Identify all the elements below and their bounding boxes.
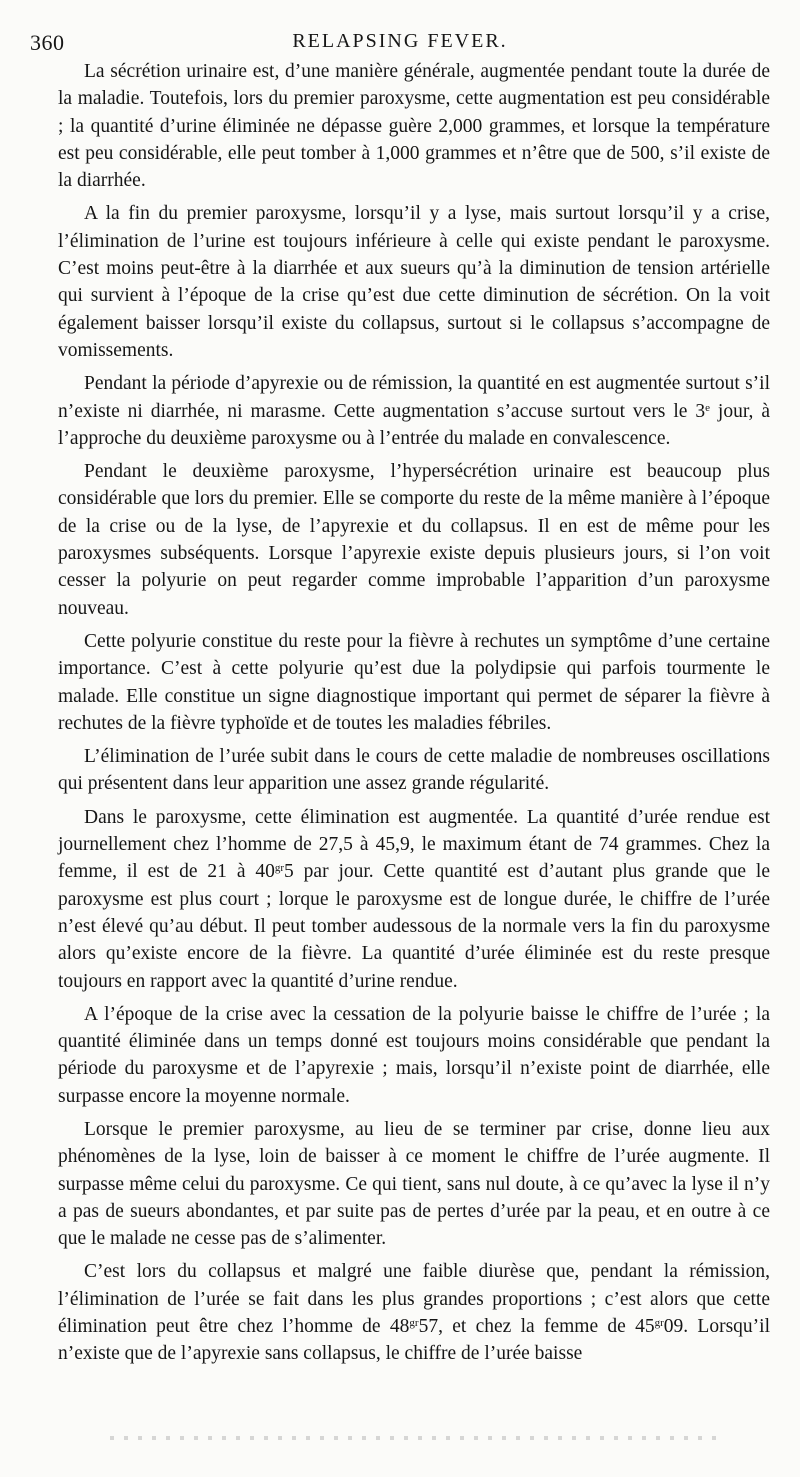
paragraph-text: A l’époque de la crise avec la cessation de la polyurie baisse le chiffre de l’urée ; la quantité éliminée dans un temps donné est toujours moins considérable que pendant la période du paroxysme et de l’apyrexie ; mais, lorsqu’il n’existe point de diarrhée, elle surpasse encore la moyenne normale.	[58, 1003, 770, 1107]
paragraph-text: Pendant la période d’apyrexie ou de rémission, la quantité en est augmentée surtout s’il n’existe ni diarrhée, ni marasme. Cette augmentation s’accuse surtout vers le 3	[58, 373, 770, 422]
superscript: gr	[274, 862, 285, 875]
superscript: gr	[654, 1317, 664, 1330]
page-header	[30, 30, 770, 60]
paragraph	[58, 1116, 770, 1252]
paragraph	[58, 458, 770, 622]
body-text	[58, 58, 770, 1374]
paragraph-text: jour, à l’approche du deuxième paroxysme ou à l’entrée du malade en convalescence.	[58, 400, 771, 449]
paragraph	[58, 1258, 770, 1367]
paragraph	[58, 743, 770, 798]
paragraph-text: Pendant le deuxième paroxysme, l’hypersécrétion urinaire est beaucoup plus considérable que lors du premier. Elle se comporte du reste de la même manière à l’époque de la crise ou de la lyse, de l’apyrexie et du collapsus. Il en est de même pour les paroxysmes subséquents. Lorsque l’apyrexie existe depuis plusieurs jours, si l’on voit cesser la polyurie on peut regarder comme improbable l’apparition d’un paroxysme nouveau.	[58, 461, 770, 619]
paragraph	[58, 370, 770, 452]
superscript: gr	[409, 1317, 419, 1330]
paragraph-text: 5 par jour. Cette quantité est d’autant plus grande que le paroxysme est plus court ; lorque le paroxysme est de longue durée, le chiffre de l’urée n’est élevé qu’au début. Il peut tomber audessous de la normale vers la fin du paroxysme alors qu’existe encore de la fièvre. La quantité d’urée éliminée est du reste presque toujours en rapport avec la quantité d’urine rendue.	[58, 861, 770, 992]
paragraph	[58, 58, 770, 194]
page-number: 360	[30, 30, 65, 55]
paragraph	[58, 628, 770, 737]
superscript: e	[705, 401, 710, 414]
paragraph-text: A la fin du premier paroxysme, lorsqu’il y a lyse, mais surtout lorsqu’il y a crise, l’élimination de l’urine est toujours inférieure à celle qui existe pendant le paroxysme. C’est moins peut-être à la diarrhée et aux sueurs qu’à la diminution de tension artérielle qui survient à l’époque de la crise qu’est due cette diminution de sécrétion. On la voit également baisser lorsqu’il existe du collapsus, surtout si le collapsus s’accompagne de vomissements.	[58, 203, 770, 361]
paragraph-text: C’est lors du collapsus et malgré une faible diurèse que, pendant la rémission, l’élimination de l’urée se fait dans les plus grandes proportions ; c’est alors que cette élimination peut être chez l’homme de 48	[58, 1261, 770, 1338]
paragraph-text: Cette polyurie constitue du reste pour la fièvre à rechutes un symptôme d’une certaine importance. C’est à cette polyurie qu’est due la polydipsie qui parfois tourmente le malade. Elle constitue un signe diagnostique important qui permet de séparer la fièvre à rechutes de la fièvre typhoïde et de toutes les maladies fébriles.	[58, 630, 770, 734]
paragraph	[58, 804, 770, 995]
paragraph-text: L’élimination de l’urée subit dans le cours de cette maladie de nombreuses oscillations qui présentent dans leur apparition une assez grande régularité.	[58, 746, 770, 795]
paragraph-text: 09. Lorsqu’il n’existe que de l’apyrexie sans collapsus, le chiffre de l’urée baisse	[58, 1316, 771, 1365]
paragraph-text: Lorsque le premier paroxysme, au lieu de se terminer par crise, donne lieu aux phénomènes de la lyse, loin de baisser à ce moment le chiffre de l’urée augmente. Il surpasse même celui du paroxysme. Ce qui tient, sans nul doute, à ce qu’avec la lyse il n’y a pas de sueurs abondantes, et par suite pas de pertes d’urée par la peau, et en outre à ce que le malade ne cesse pas de s’alimenter.	[58, 1118, 770, 1250]
paragraph-text: La sécrétion urinaire est, d’une manière générale, augmentée pendant toute la durée de la maladie. Toutefois, lors du premier paroxysme, cette augmentation est peu considérable ; la quantité d’urine éliminée ne dépasse guère 2,000 grammes, et lorsque la température est peu considérable, elle peut tomber à 1,000 grammes et n’être que de 500, s’il existe de la diarrhée.	[58, 61, 770, 192]
paragraph	[58, 1001, 770, 1110]
paragraph	[58, 200, 770, 364]
running-head: RELAPSING FEVER.	[292, 30, 508, 52]
paragraph-text: Dans le paroxysme, cette élimination est augmentée. La quantité d’urée rendue est journellement chez l’homme de 27,5 à 45,9, le maximum étant de 74 grammes. Chez la femme, il est de 21 à 40	[58, 806, 770, 883]
faint-bottom-print	[110, 1436, 720, 1440]
paragraph-text: 57, et chez la femme de 45	[418, 1316, 655, 1338]
